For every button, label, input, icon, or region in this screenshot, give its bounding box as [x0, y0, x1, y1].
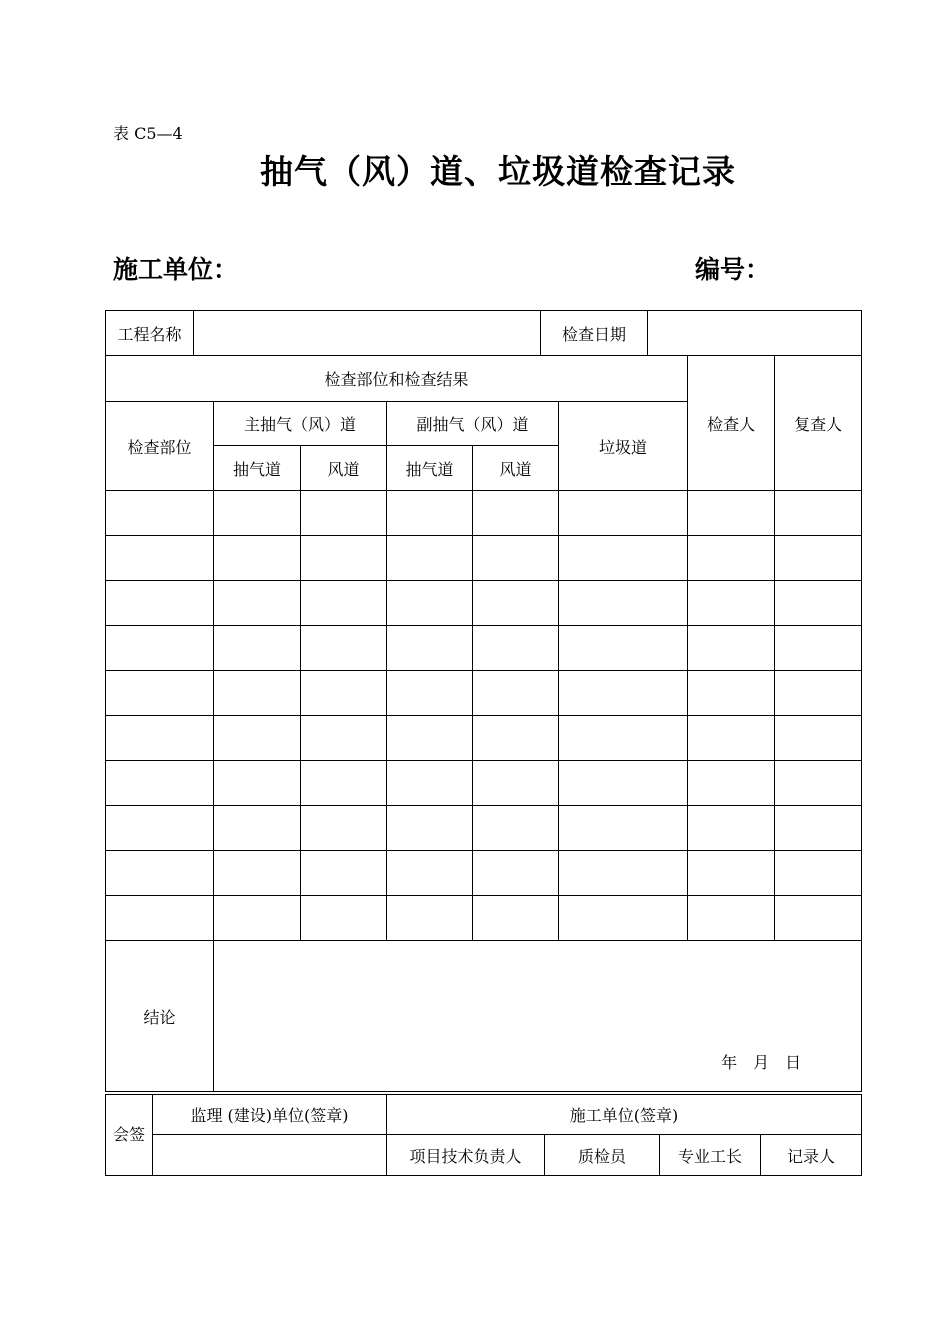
table-cell[interactable] — [301, 536, 387, 581]
table-cell[interactable] — [106, 716, 214, 761]
check-date-field[interactable] — [648, 311, 862, 356]
table-cell[interactable] — [688, 626, 775, 671]
table-row — [106, 581, 862, 626]
table-cell[interactable] — [387, 626, 473, 671]
table-cell[interactable] — [301, 581, 387, 626]
table-cell[interactable] — [775, 716, 862, 761]
table-row — [106, 716, 862, 761]
table-cell[interactable] — [301, 806, 387, 851]
page-title: 抽气（风）道、垃圾道检查记录 — [260, 152, 736, 191]
table-row — [106, 626, 862, 671]
table-cell[interactable] — [688, 536, 775, 581]
table-cell[interactable] — [473, 761, 559, 806]
main-exhaust-header: 抽气道 — [214, 446, 301, 491]
table-cell[interactable] — [473, 581, 559, 626]
project-name-field[interactable] — [194, 311, 541, 356]
table-cell[interactable] — [301, 491, 387, 536]
table-cell[interactable] — [214, 536, 301, 581]
table-cell[interactable] — [473, 536, 559, 581]
table-cell[interactable] — [214, 896, 301, 941]
table-cell[interactable] — [559, 491, 688, 536]
table-cell[interactable] — [387, 716, 473, 761]
table-cell[interactable] — [106, 491, 214, 536]
table-row — [106, 851, 862, 896]
quality-inspector-header: 质检员 — [545, 1135, 660, 1176]
group-header: 检查部位和检查结果 — [106, 356, 688, 402]
table-cell[interactable] — [473, 851, 559, 896]
inspection-table — [105, 355, 862, 1092]
signoff-table — [105, 1094, 862, 1176]
table-cell[interactable] — [559, 626, 688, 671]
record-number-label: 编号： — [695, 255, 771, 284]
table-cell[interactable] — [775, 671, 862, 716]
table-cell[interactable] — [559, 806, 688, 851]
table-cell[interactable] — [473, 896, 559, 941]
table-cell[interactable] — [301, 851, 387, 896]
table-row — [106, 761, 862, 806]
table-cell[interactable] — [301, 761, 387, 806]
table-cell[interactable] — [387, 536, 473, 581]
table-cell[interactable] — [559, 896, 688, 941]
tech-lead-header: 项目技术负责人 — [387, 1135, 545, 1176]
recorder-header: 记录人 — [761, 1135, 862, 1176]
table-cell[interactable] — [214, 806, 301, 851]
contractor-header: 施工单位(签章) — [387, 1095, 862, 1135]
table-cell[interactable] — [473, 491, 559, 536]
table-cell[interactable] — [688, 896, 775, 941]
table-cell[interactable] — [387, 896, 473, 941]
table-cell[interactable] — [775, 536, 862, 581]
supervisor-header: 监理 (建设)单位(签章) — [153, 1095, 387, 1135]
table-cell[interactable] — [301, 716, 387, 761]
table-cell[interactable] — [559, 716, 688, 761]
table-cell[interactable] — [106, 671, 214, 716]
table-cell[interactable] — [387, 761, 473, 806]
conclusion-field[interactable] — [214, 941, 862, 1092]
table-cell[interactable] — [473, 671, 559, 716]
table-cell[interactable] — [301, 671, 387, 716]
table-cell[interactable] — [688, 716, 775, 761]
table-cell[interactable] — [301, 896, 387, 941]
sub-exhaust-header: 抽气道 — [387, 446, 473, 491]
table-cell[interactable] — [214, 491, 301, 536]
foreman-header: 专业工长 — [660, 1135, 761, 1176]
table-cell[interactable] — [106, 536, 214, 581]
table-cell[interactable] — [387, 581, 473, 626]
table-row — [106, 671, 862, 716]
table-cell[interactable] — [387, 671, 473, 716]
table-cell[interactable] — [473, 806, 559, 851]
table-cell[interactable] — [688, 806, 775, 851]
location-header: 检查部位 — [106, 402, 214, 491]
table-cell[interactable] — [775, 581, 862, 626]
table-cell[interactable] — [775, 851, 862, 896]
table-row — [106, 806, 862, 851]
table-cell[interactable] — [214, 626, 301, 671]
sub-duct-header: 副抽气（风）道 — [387, 402, 559, 446]
table-cell[interactable] — [214, 716, 301, 761]
main-air-header: 风道 — [301, 446, 387, 491]
table-cell[interactable] — [106, 581, 214, 626]
table-cell[interactable] — [775, 761, 862, 806]
table-cell[interactable] — [214, 851, 301, 896]
form-number: 表 C5—4 — [113, 124, 183, 143]
table-cell[interactable] — [775, 626, 862, 671]
table-cell[interactable] — [106, 761, 214, 806]
table-cell[interactable] — [688, 581, 775, 626]
table-row — [106, 536, 862, 581]
table-cell[interactable] — [775, 896, 862, 941]
table-cell[interactable] — [106, 851, 214, 896]
table-cell[interactable] — [559, 536, 688, 581]
conclusion-label: 结论 — [106, 941, 214, 1092]
construction-unit-label: 施工单位： — [113, 255, 239, 284]
table-cell[interactable] — [106, 896, 214, 941]
table-cell[interactable] — [688, 491, 775, 536]
table-cell[interactable] — [775, 491, 862, 536]
table-cell[interactable] — [214, 671, 301, 716]
supervisor-sign-field[interactable] — [153, 1135, 387, 1176]
garbage-chute-header: 垃圾道 — [559, 402, 688, 491]
table-cell[interactable] — [387, 491, 473, 536]
conclusion-date: 年 月 日 — [721, 1053, 802, 1072]
table-cell[interactable] — [214, 761, 301, 806]
table-cell[interactable] — [775, 806, 862, 851]
table-cell[interactable] — [559, 671, 688, 716]
table-cell[interactable] — [387, 851, 473, 896]
signoff-label: 会签 — [106, 1095, 153, 1176]
reviewer-header: 复查人 — [775, 356, 862, 491]
table-row — [106, 491, 862, 536]
table-cell[interactable] — [688, 671, 775, 716]
table-cell[interactable] — [559, 761, 688, 806]
table-cell[interactable] — [473, 716, 559, 761]
table-cell[interactable] — [214, 581, 301, 626]
table-cell[interactable] — [387, 806, 473, 851]
table-cell[interactable] — [688, 761, 775, 806]
table-cell[interactable] — [559, 581, 688, 626]
table-row — [106, 896, 862, 941]
table-cell[interactable] — [559, 851, 688, 896]
main-duct-header: 主抽气（风）道 — [214, 402, 387, 446]
inspector-header: 检查人 — [688, 356, 775, 491]
table-cell[interactable] — [688, 851, 775, 896]
table-cell[interactable] — [301, 626, 387, 671]
table-cell[interactable] — [106, 626, 214, 671]
sub-air-header: 风道 — [473, 446, 559, 491]
info-table — [105, 310, 862, 356]
table-cell[interactable] — [106, 806, 214, 851]
project-name-label: 工程名称 — [106, 311, 194, 356]
check-date-label: 检查日期 — [541, 311, 648, 356]
table-cell[interactable] — [473, 626, 559, 671]
